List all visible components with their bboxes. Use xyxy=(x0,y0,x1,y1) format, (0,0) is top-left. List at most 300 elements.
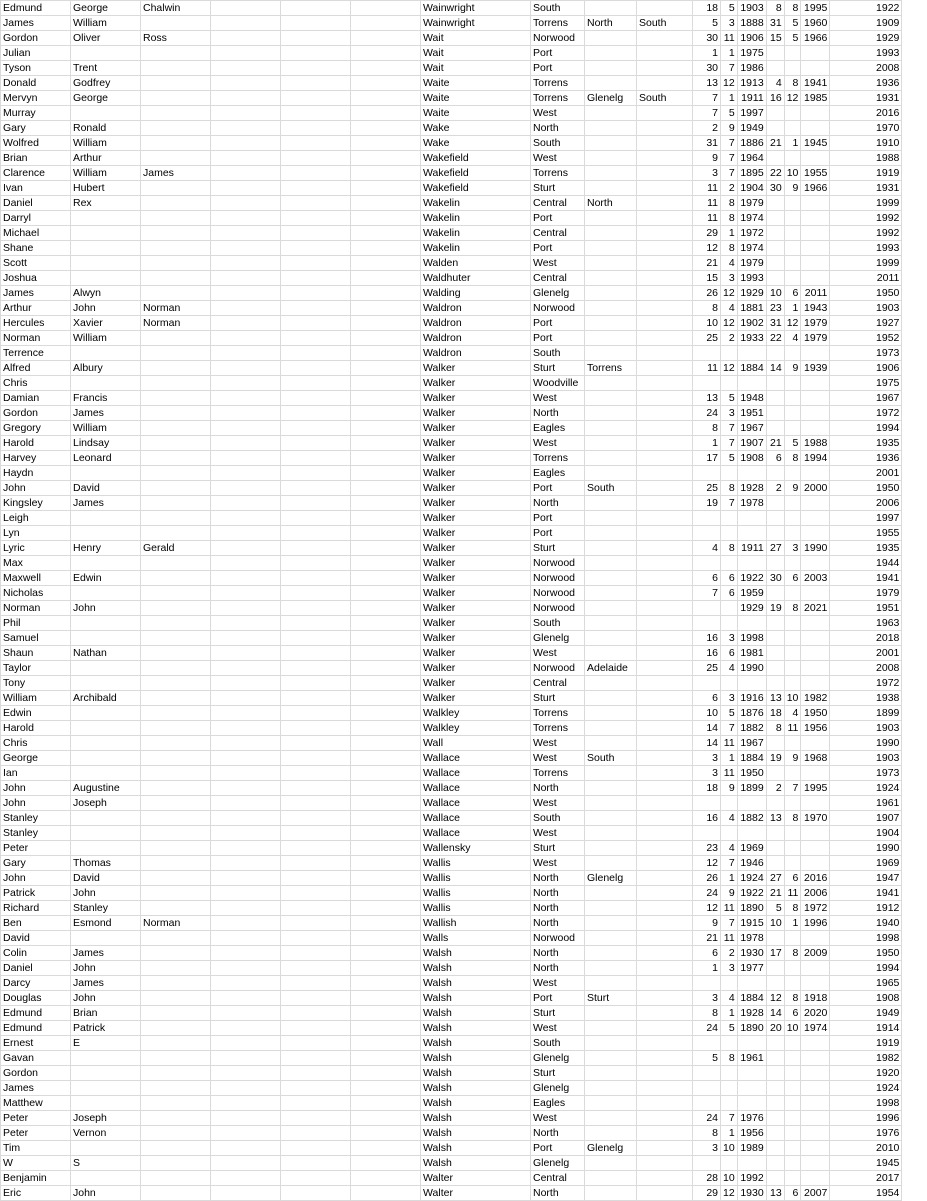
table-cell[interactable]: Torrens xyxy=(531,76,585,91)
table-cell[interactable] xyxy=(71,736,141,751)
table-cell[interactable]: Walden xyxy=(421,256,531,271)
table-cell[interactable]: 1995 xyxy=(801,1,830,16)
table-cell[interactable]: 1903 xyxy=(737,1,766,16)
table-cell[interactable]: 1972 xyxy=(830,676,902,691)
table-cell[interactable] xyxy=(351,991,421,1006)
table-cell[interactable] xyxy=(351,316,421,331)
table-cell[interactable] xyxy=(211,1126,281,1141)
table-cell[interactable] xyxy=(766,406,784,421)
table-cell[interactable]: 24 xyxy=(693,1021,721,1036)
table-cell[interactable] xyxy=(71,1096,141,1111)
table-cell[interactable] xyxy=(211,646,281,661)
table-cell[interactable]: 5 xyxy=(693,1051,721,1066)
table-cell[interactable] xyxy=(211,331,281,346)
table-cell[interactable] xyxy=(351,256,421,271)
table-cell[interactable]: West xyxy=(531,391,585,406)
table-cell[interactable]: Walsh xyxy=(421,1051,531,1066)
table-cell[interactable] xyxy=(585,421,637,436)
table-cell[interactable] xyxy=(737,466,766,481)
table-cell[interactable] xyxy=(281,106,351,121)
table-cell[interactable] xyxy=(693,676,721,691)
table-cell[interactable] xyxy=(141,556,211,571)
table-cell[interactable] xyxy=(351,1171,421,1186)
table-cell[interactable]: Tyson xyxy=(1,61,71,76)
table-cell[interactable]: John xyxy=(71,1186,141,1201)
table-cell[interactable] xyxy=(71,466,141,481)
table-cell[interactable]: Henry xyxy=(71,541,141,556)
table-cell[interactable]: 3 xyxy=(784,541,801,556)
table-cell[interactable] xyxy=(637,1171,693,1186)
table-cell[interactable]: 7 xyxy=(721,1111,738,1126)
table-cell[interactable]: 1998 xyxy=(830,931,902,946)
table-cell[interactable]: Esmond xyxy=(71,916,141,931)
table-cell[interactable]: 1970 xyxy=(801,811,830,826)
table-cell[interactable] xyxy=(141,736,211,751)
table-cell[interactable]: 7 xyxy=(693,586,721,601)
table-cell[interactable]: 1 xyxy=(693,961,721,976)
table-cell[interactable] xyxy=(211,271,281,286)
table-cell[interactable] xyxy=(141,511,211,526)
table-cell[interactable] xyxy=(281,1006,351,1021)
table-cell[interactable] xyxy=(693,1096,721,1111)
table-cell[interactable] xyxy=(766,376,784,391)
table-cell[interactable] xyxy=(784,1081,801,1096)
table-cell[interactable] xyxy=(801,766,830,781)
table-cell[interactable]: Nathan xyxy=(71,646,141,661)
table-cell[interactable] xyxy=(637,751,693,766)
table-cell[interactable]: South xyxy=(531,811,585,826)
table-cell[interactable] xyxy=(737,1096,766,1111)
table-cell[interactable]: 1924 xyxy=(830,781,902,796)
table-cell[interactable] xyxy=(801,796,830,811)
table-cell[interactable] xyxy=(637,811,693,826)
table-cell[interactable]: 4 xyxy=(693,541,721,556)
table-cell[interactable] xyxy=(737,976,766,991)
table-cell[interactable]: 1992 xyxy=(830,226,902,241)
table-cell[interactable] xyxy=(281,736,351,751)
table-cell[interactable] xyxy=(693,1156,721,1171)
table-cell[interactable] xyxy=(351,466,421,481)
table-cell[interactable]: 10 xyxy=(784,166,801,181)
table-cell[interactable]: Gordon xyxy=(1,1066,71,1081)
table-cell[interactable]: 1985 xyxy=(801,91,830,106)
table-cell[interactable]: Walker xyxy=(421,376,531,391)
table-cell[interactable] xyxy=(281,436,351,451)
table-cell[interactable]: 2000 xyxy=(801,481,830,496)
table-cell[interactable] xyxy=(801,346,830,361)
table-cell[interactable] xyxy=(801,661,830,676)
table-cell[interactable]: Walker xyxy=(421,691,531,706)
table-cell[interactable] xyxy=(637,586,693,601)
table-cell[interactable]: 2008 xyxy=(830,61,902,76)
table-cell[interactable]: Arthur xyxy=(1,301,71,316)
table-cell[interactable] xyxy=(141,586,211,601)
table-cell[interactable] xyxy=(737,1066,766,1081)
table-cell[interactable] xyxy=(637,31,693,46)
table-cell[interactable] xyxy=(737,511,766,526)
table-cell[interactable] xyxy=(637,271,693,286)
table-cell[interactable]: Wall xyxy=(421,736,531,751)
table-cell[interactable] xyxy=(585,346,637,361)
table-cell[interactable]: 1943 xyxy=(801,301,830,316)
table-cell[interactable]: 1996 xyxy=(801,916,830,931)
table-cell[interactable]: 2020 xyxy=(801,1006,830,1021)
table-cell[interactable]: Walker xyxy=(421,466,531,481)
table-cell[interactable] xyxy=(211,421,281,436)
table-cell[interactable] xyxy=(351,451,421,466)
table-cell[interactable] xyxy=(637,1111,693,1126)
table-cell[interactable]: 26 xyxy=(693,871,721,886)
table-cell[interactable]: Eagles xyxy=(531,466,585,481)
table-cell[interactable]: Sturt xyxy=(531,841,585,856)
table-cell[interactable]: 1979 xyxy=(830,586,902,601)
table-cell[interactable]: Torrens xyxy=(531,451,585,466)
table-cell[interactable]: John xyxy=(1,871,71,886)
table-cell[interactable]: 7 xyxy=(721,436,738,451)
table-cell[interactable]: Taylor xyxy=(1,661,71,676)
table-cell[interactable]: 1992 xyxy=(830,211,902,226)
table-cell[interactable]: Waite xyxy=(421,91,531,106)
table-cell[interactable] xyxy=(211,976,281,991)
table-cell[interactable]: 9 xyxy=(784,481,801,496)
table-cell[interactable]: Donald xyxy=(1,76,71,91)
table-cell[interactable] xyxy=(281,1111,351,1126)
table-cell[interactable] xyxy=(801,1036,830,1051)
table-cell[interactable]: 29 xyxy=(693,1186,721,1201)
table-cell[interactable] xyxy=(351,916,421,931)
table-cell[interactable] xyxy=(784,766,801,781)
table-cell[interactable] xyxy=(351,31,421,46)
table-cell[interactable]: 1999 xyxy=(830,196,902,211)
table-cell[interactable]: 1929 xyxy=(830,31,902,46)
table-cell[interactable]: 12 xyxy=(721,316,738,331)
table-cell[interactable]: 1988 xyxy=(801,436,830,451)
table-cell[interactable]: Walker xyxy=(421,571,531,586)
table-cell[interactable]: Ian xyxy=(1,766,71,781)
table-cell[interactable]: Harold xyxy=(1,436,71,451)
table-cell[interactable]: 3 xyxy=(693,1141,721,1156)
table-cell[interactable]: Walker xyxy=(421,616,531,631)
table-cell[interactable]: 1920 xyxy=(830,1066,902,1081)
table-cell[interactable] xyxy=(637,1051,693,1066)
table-cell[interactable]: Leonard xyxy=(71,451,141,466)
table-cell[interactable]: 24 xyxy=(693,406,721,421)
table-cell[interactable] xyxy=(637,826,693,841)
table-cell[interactable] xyxy=(141,1111,211,1126)
table-cell[interactable]: Augustine xyxy=(71,781,141,796)
table-cell[interactable]: 1994 xyxy=(801,451,830,466)
table-cell[interactable]: Wainwright xyxy=(421,1,531,16)
table-cell[interactable]: 7 xyxy=(721,166,738,181)
table-cell[interactable] xyxy=(281,1186,351,1201)
table-cell[interactable] xyxy=(801,616,830,631)
table-cell[interactable]: 3 xyxy=(693,166,721,181)
table-cell[interactable]: West xyxy=(531,826,585,841)
table-cell[interactable]: Walsh xyxy=(421,1096,531,1111)
table-cell[interactable]: South xyxy=(531,616,585,631)
table-cell[interactable]: Daniel xyxy=(1,196,71,211)
table-cell[interactable]: Wallish xyxy=(421,916,531,931)
table-cell[interactable] xyxy=(637,196,693,211)
table-cell[interactable] xyxy=(281,1171,351,1186)
table-cell[interactable]: 1947 xyxy=(830,871,902,886)
table-cell[interactable]: Chris xyxy=(1,736,71,751)
table-cell[interactable]: Lyn xyxy=(1,526,71,541)
table-cell[interactable] xyxy=(211,691,281,706)
table-cell[interactable]: John xyxy=(1,481,71,496)
table-cell[interactable] xyxy=(585,61,637,76)
table-cell[interactable] xyxy=(71,826,141,841)
table-cell[interactable]: Walker xyxy=(421,586,531,601)
table-cell[interactable]: 9 xyxy=(693,916,721,931)
table-cell[interactable]: 9 xyxy=(721,781,738,796)
table-cell[interactable] xyxy=(585,1081,637,1096)
table-cell[interactable]: 1929 xyxy=(737,286,766,301)
table-cell[interactable] xyxy=(637,181,693,196)
table-cell[interactable]: Sturt xyxy=(531,361,585,376)
table-cell[interactable] xyxy=(281,181,351,196)
table-cell[interactable] xyxy=(211,826,281,841)
table-cell[interactable] xyxy=(585,886,637,901)
table-cell[interactable]: 18 xyxy=(693,781,721,796)
table-cell[interactable] xyxy=(693,616,721,631)
table-cell[interactable] xyxy=(71,1141,141,1156)
table-cell[interactable] xyxy=(211,916,281,931)
table-cell[interactable]: George xyxy=(71,91,141,106)
table-cell[interactable]: Adelaide xyxy=(585,661,637,676)
table-cell[interactable] xyxy=(281,1051,351,1066)
table-cell[interactable] xyxy=(637,256,693,271)
table-cell[interactable] xyxy=(801,1156,830,1171)
table-cell[interactable] xyxy=(801,1171,830,1186)
table-cell[interactable]: North xyxy=(531,496,585,511)
table-cell[interactable]: 1978 xyxy=(737,931,766,946)
table-cell[interactable]: 6 xyxy=(693,946,721,961)
table-cell[interactable]: Gordon xyxy=(1,406,71,421)
table-cell[interactable]: South xyxy=(637,91,693,106)
table-cell[interactable]: 4 xyxy=(721,841,738,856)
table-cell[interactable] xyxy=(637,1066,693,1081)
table-cell[interactable]: 1940 xyxy=(830,916,902,931)
table-cell[interactable]: 1910 xyxy=(830,136,902,151)
table-cell[interactable] xyxy=(141,226,211,241)
table-cell[interactable]: 10 xyxy=(721,1171,738,1186)
table-cell[interactable]: Max xyxy=(1,556,71,571)
table-cell[interactable] xyxy=(784,376,801,391)
table-cell[interactable]: 1 xyxy=(721,46,738,61)
table-cell[interactable] xyxy=(721,511,738,526)
table-cell[interactable]: 1922 xyxy=(830,1,902,16)
table-cell[interactable] xyxy=(784,151,801,166)
table-cell[interactable] xyxy=(71,1066,141,1081)
table-cell[interactable] xyxy=(351,856,421,871)
table-cell[interactable]: 1929 xyxy=(737,601,766,616)
table-cell[interactable]: Walsh xyxy=(421,976,531,991)
table-cell[interactable] xyxy=(351,1006,421,1021)
table-cell[interactable]: 1990 xyxy=(830,736,902,751)
table-cell[interactable]: Woodville xyxy=(531,376,585,391)
table-cell[interactable]: 1916 xyxy=(737,691,766,706)
table-cell[interactable]: Phil xyxy=(1,616,71,631)
table-cell[interactable] xyxy=(801,526,830,541)
table-cell[interactable]: Peter xyxy=(1,1126,71,1141)
table-cell[interactable] xyxy=(141,811,211,826)
table-cell[interactable] xyxy=(351,1036,421,1051)
table-cell[interactable] xyxy=(281,31,351,46)
table-cell[interactable]: 1884 xyxy=(737,361,766,376)
table-cell[interactable] xyxy=(211,136,281,151)
table-cell[interactable] xyxy=(801,61,830,76)
table-cell[interactable] xyxy=(693,556,721,571)
table-cell[interactable]: 1906 xyxy=(737,31,766,46)
table-cell[interactable] xyxy=(211,406,281,421)
table-cell[interactable]: Wakefield xyxy=(421,181,531,196)
table-cell[interactable]: West xyxy=(531,256,585,271)
table-cell[interactable] xyxy=(71,1081,141,1096)
table-cell[interactable] xyxy=(281,76,351,91)
table-cell[interactable]: Harvey xyxy=(1,451,71,466)
table-cell[interactable] xyxy=(351,91,421,106)
table-cell[interactable] xyxy=(351,721,421,736)
table-cell[interactable] xyxy=(693,601,721,616)
table-cell[interactable] xyxy=(585,526,637,541)
table-cell[interactable]: 1922 xyxy=(737,886,766,901)
table-cell[interactable]: 2 xyxy=(721,331,738,346)
table-cell[interactable]: William xyxy=(71,331,141,346)
table-cell[interactable] xyxy=(585,466,637,481)
table-cell[interactable]: West xyxy=(531,751,585,766)
table-cell[interactable] xyxy=(211,466,281,481)
table-cell[interactable] xyxy=(141,121,211,136)
table-cell[interactable] xyxy=(801,1066,830,1081)
table-cell[interactable]: 1972 xyxy=(830,406,902,421)
table-cell[interactable] xyxy=(351,181,421,196)
table-cell[interactable]: 25 xyxy=(693,331,721,346)
table-cell[interactable] xyxy=(141,181,211,196)
table-cell[interactable] xyxy=(141,616,211,631)
table-cell[interactable] xyxy=(211,991,281,1006)
table-cell[interactable]: 7 xyxy=(721,856,738,871)
table-cell[interactable] xyxy=(585,316,637,331)
table-cell[interactable]: 1933 xyxy=(737,331,766,346)
table-cell[interactable] xyxy=(637,346,693,361)
table-cell[interactable] xyxy=(637,661,693,676)
table-cell[interactable] xyxy=(801,841,830,856)
table-cell[interactable]: 1982 xyxy=(801,691,830,706)
table-cell[interactable] xyxy=(766,496,784,511)
table-cell[interactable] xyxy=(801,1126,830,1141)
table-cell[interactable]: North xyxy=(531,1126,585,1141)
table-cell[interactable]: North xyxy=(531,406,585,421)
table-cell[interactable]: Nicholas xyxy=(1,586,71,601)
table-cell[interactable] xyxy=(637,931,693,946)
table-cell[interactable] xyxy=(281,121,351,136)
table-cell[interactable]: 2017 xyxy=(830,1171,902,1186)
table-cell[interactable]: 1990 xyxy=(801,541,830,556)
table-cell[interactable] xyxy=(281,1066,351,1081)
table-cell[interactable]: North xyxy=(531,781,585,796)
table-cell[interactable]: 9 xyxy=(784,181,801,196)
table-cell[interactable] xyxy=(281,61,351,76)
table-cell[interactable] xyxy=(211,301,281,316)
table-cell[interactable]: 6 xyxy=(766,451,784,466)
table-cell[interactable] xyxy=(351,736,421,751)
table-cell[interactable]: Vernon xyxy=(71,1126,141,1141)
table-cell[interactable] xyxy=(211,106,281,121)
table-cell[interactable]: 1948 xyxy=(737,391,766,406)
table-cell[interactable] xyxy=(637,856,693,871)
table-cell[interactable] xyxy=(585,616,637,631)
table-cell[interactable] xyxy=(585,646,637,661)
table-cell[interactable] xyxy=(766,961,784,976)
table-cell[interactable]: 16 xyxy=(693,631,721,646)
table-cell[interactable]: 1 xyxy=(784,916,801,931)
table-cell[interactable]: Central xyxy=(531,676,585,691)
table-cell[interactable]: 5 xyxy=(721,391,738,406)
table-cell[interactable] xyxy=(637,616,693,631)
table-cell[interactable]: James xyxy=(1,286,71,301)
table-cell[interactable]: 1973 xyxy=(830,346,902,361)
table-cell[interactable] xyxy=(721,796,738,811)
table-cell[interactable]: 8 xyxy=(721,196,738,211)
table-cell[interactable]: Walker xyxy=(421,496,531,511)
table-cell[interactable]: 11 xyxy=(721,736,738,751)
table-cell[interactable] xyxy=(281,751,351,766)
table-cell[interactable]: Norman xyxy=(141,916,211,931)
table-cell[interactable] xyxy=(211,1051,281,1066)
table-cell[interactable]: Hubert xyxy=(71,181,141,196)
table-cell[interactable] xyxy=(585,256,637,271)
table-cell[interactable]: 7 xyxy=(693,91,721,106)
table-cell[interactable] xyxy=(281,1156,351,1171)
table-cell[interactable] xyxy=(693,376,721,391)
table-cell[interactable] xyxy=(784,931,801,946)
table-cell[interactable]: 1882 xyxy=(737,811,766,826)
table-cell[interactable]: 31 xyxy=(766,316,784,331)
table-cell[interactable]: 10 xyxy=(693,706,721,721)
table-cell[interactable]: 6 xyxy=(721,571,738,586)
table-cell[interactable]: Walsh xyxy=(421,1066,531,1081)
table-cell[interactable]: 11 xyxy=(693,181,721,196)
table-cell[interactable] xyxy=(637,331,693,346)
table-cell[interactable]: Port xyxy=(531,526,585,541)
table-cell[interactable]: Stanley xyxy=(1,811,71,826)
table-cell[interactable]: 5 xyxy=(693,16,721,31)
table-cell[interactable] xyxy=(585,586,637,601)
table-cell[interactable]: Tim xyxy=(1,1141,71,1156)
table-cell[interactable] xyxy=(211,481,281,496)
table-cell[interactable]: Thomas xyxy=(71,856,141,871)
table-cell[interactable] xyxy=(637,361,693,376)
table-cell[interactable] xyxy=(721,556,738,571)
table-cell[interactable]: 12 xyxy=(721,76,738,91)
table-cell[interactable]: 4 xyxy=(721,256,738,271)
table-cell[interactable] xyxy=(585,976,637,991)
table-cell[interactable] xyxy=(351,301,421,316)
table-cell[interactable]: Walsh xyxy=(421,1126,531,1141)
table-cell[interactable] xyxy=(801,106,830,121)
table-cell[interactable] xyxy=(801,376,830,391)
table-cell[interactable] xyxy=(766,826,784,841)
table-cell[interactable]: 1982 xyxy=(830,1051,902,1066)
table-cell[interactable]: 5 xyxy=(721,1,738,16)
table-cell[interactable]: 1895 xyxy=(737,166,766,181)
table-cell[interactable]: 10 xyxy=(693,316,721,331)
table-cell[interactable] xyxy=(211,286,281,301)
table-cell[interactable]: Norwood xyxy=(531,601,585,616)
table-cell[interactable] xyxy=(585,1,637,16)
table-cell[interactable] xyxy=(141,1066,211,1081)
